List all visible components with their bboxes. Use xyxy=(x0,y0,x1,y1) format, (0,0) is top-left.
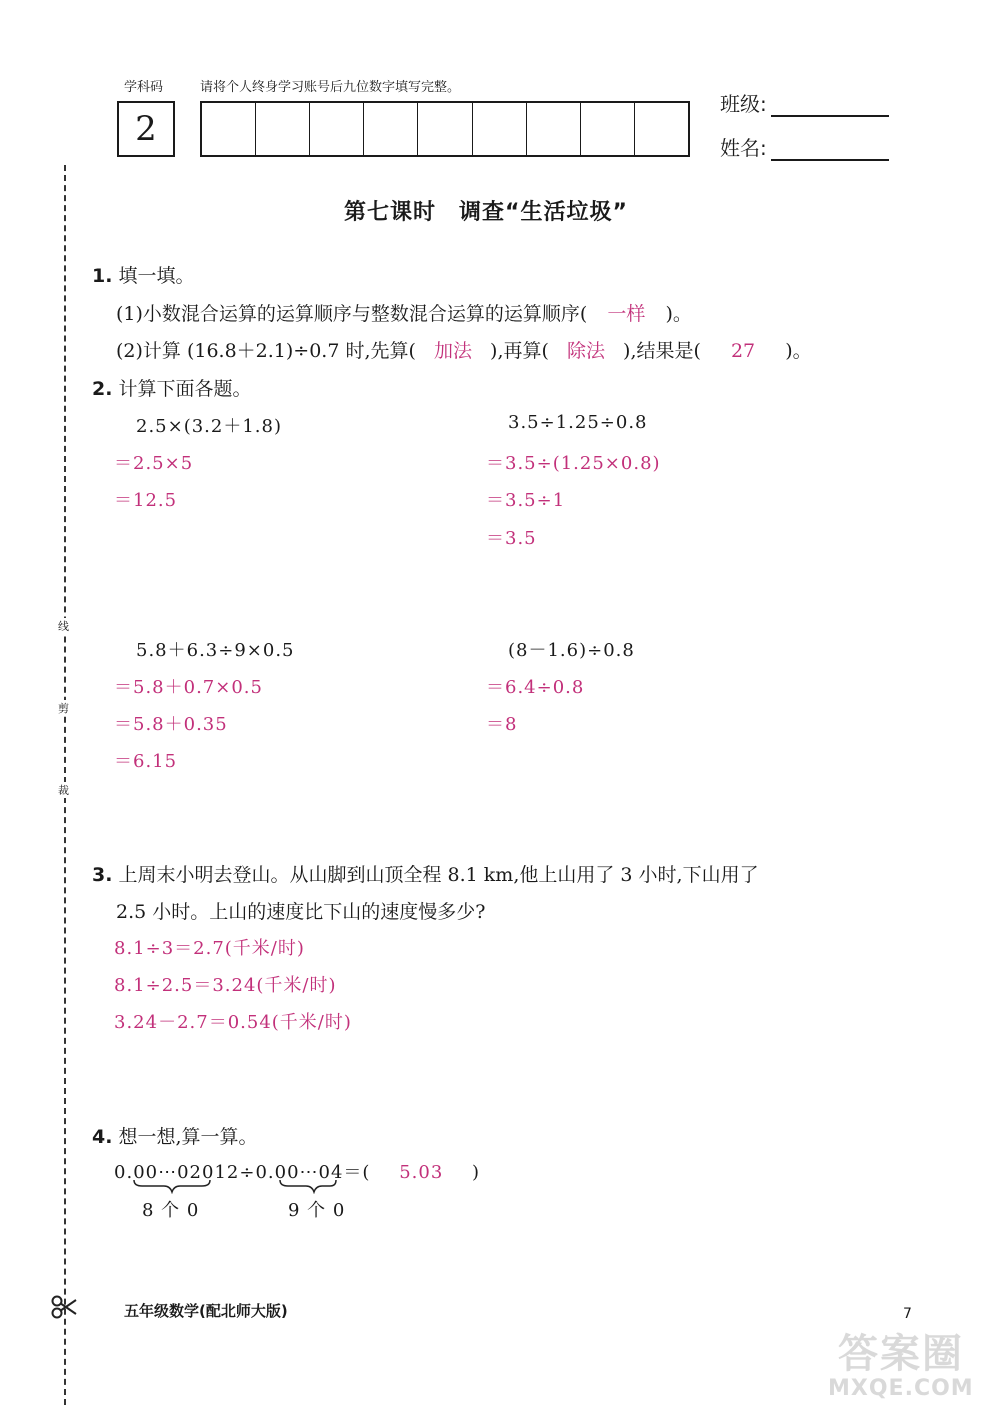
q1-answer-2: 加法 xyxy=(433,340,472,362)
q3-answer: 8.1÷3＝2.7(千米/时) xyxy=(114,938,305,959)
name-label: 姓名: xyxy=(720,136,767,160)
q4-braced-zeros-1: 00⋯0 xyxy=(133,1162,190,1183)
q1-heading xyxy=(92,261,195,288)
q4-expr-tail-1: 2012÷0. xyxy=(189,1162,275,1183)
brace-2 xyxy=(280,1180,336,1192)
q2-step: ＝3.5÷1 xyxy=(486,490,566,511)
q2-expr-1: 2.5×(3.2＋1.8) xyxy=(136,416,283,437)
q2-step: ＝3.5÷(1.25×0.8) xyxy=(486,453,661,474)
watermark-url: MXQE.COM xyxy=(828,1376,974,1401)
q4-close: ) xyxy=(472,1162,481,1183)
q1-answer-4: 27 xyxy=(730,340,756,362)
cut-label-cut: 剪 xyxy=(58,702,69,715)
cut-label-trim: 裁 xyxy=(58,784,69,797)
subject-code-value: 2 xyxy=(135,109,157,149)
q1-line1-suffix: )。 xyxy=(665,303,692,325)
digit-box[interactable] xyxy=(527,103,581,155)
digit-box[interactable] xyxy=(581,103,635,155)
digit-box[interactable] xyxy=(635,103,688,155)
q4-expr-lead: 0. xyxy=(114,1162,134,1183)
q2-heading xyxy=(92,374,252,401)
account-instruction: 请将个人终身学习账号后九位数字填写完整。 xyxy=(200,80,461,95)
q2-step: ＝8 xyxy=(486,714,518,735)
q2-step: ＝6.4÷0.8 xyxy=(486,677,585,698)
q1-line2-suffix: )。 xyxy=(785,340,812,362)
q3-line1 xyxy=(92,860,759,887)
q4-brace-label-2: 9 个 0 xyxy=(288,1200,346,1221)
q1-line2-mid: ),再算( xyxy=(490,340,549,362)
q1-heading-text: 填一填。 xyxy=(118,265,195,287)
q4-expr-tail-2: 4＝( xyxy=(330,1162,371,1183)
q2-number: 2. xyxy=(92,378,113,400)
q2-step: ＝5.8＋0.35 xyxy=(114,714,228,735)
q3-line2: 2.5 小时。上山的速度比下山的速度慢多少? xyxy=(116,901,486,923)
digit-box[interactable] xyxy=(310,103,364,155)
subject-code-label: 学科码 xyxy=(124,80,164,95)
class-label: 班级: xyxy=(720,92,767,116)
digit-box[interactable] xyxy=(202,103,256,155)
class-field[interactable] xyxy=(720,88,889,117)
q4-braces xyxy=(130,1178,340,1194)
subject-code-box xyxy=(117,101,175,157)
q2-heading-text: 计算下面各题。 xyxy=(118,378,252,400)
q4-heading-text: 想一想,算一算。 xyxy=(118,1126,258,1148)
q3-number: 3. xyxy=(92,864,113,886)
page-title: 第七课时 调查“生活垃圾” xyxy=(344,200,628,225)
name-underline[interactable] xyxy=(771,139,889,161)
q2-expr-2: 3.5÷1.25÷0.8 xyxy=(508,412,648,433)
q3-answer: 3.24－2.7＝0.54(千米/时) xyxy=(114,1012,352,1033)
q2-expr-3: 5.8＋6.3÷9×0.5 xyxy=(136,640,295,661)
q1-answer-1: 一样 xyxy=(607,303,646,325)
q1-line1-prefix: (1)小数混合运算的运算顺序与整数混合运算的运算顺序( xyxy=(116,303,588,325)
q2-step: ＝5.8＋0.7×0.5 xyxy=(114,677,263,698)
digit-box[interactable] xyxy=(418,103,472,155)
name-field[interactable] xyxy=(720,132,889,161)
page-number: 7 xyxy=(903,1306,912,1322)
q4-heading xyxy=(92,1122,258,1149)
q4-brace-label-1: 8 个 0 xyxy=(142,1200,200,1221)
q1-number: 1. xyxy=(92,265,113,287)
digit-box[interactable] xyxy=(364,103,418,155)
digit-box[interactable] xyxy=(473,103,527,155)
q1-answer-3: 除法 xyxy=(566,340,605,362)
brace-1 xyxy=(134,1180,210,1192)
q4-number: 4. xyxy=(92,1126,113,1148)
q3-text-1: 上周末小明去登山。从山脚到山顶全程 8.1 km,他上山用了 3 小时,下山用了 xyxy=(118,864,759,886)
q1-line2-mid2: ),结果是( xyxy=(623,340,701,362)
account-digit-boxes[interactable] xyxy=(200,101,690,157)
class-underline[interactable] xyxy=(771,95,889,117)
scissors-icon xyxy=(50,1294,78,1324)
q4-braced-zeros-2: 00⋯0 xyxy=(274,1162,331,1183)
q3-answer: 8.1÷2.5＝3.24(千米/时) xyxy=(114,975,337,996)
q1-line2 xyxy=(116,336,812,363)
q2-step: ＝3.5 xyxy=(486,528,537,549)
q4-answer: 5.03 xyxy=(399,1162,444,1183)
q2-step: ＝12.5 xyxy=(114,490,178,511)
q2-expr-4: (8－1.6)÷0.8 xyxy=(508,640,635,661)
q2-step: ＝2.5×5 xyxy=(114,453,194,474)
q1-line1 xyxy=(116,299,692,326)
q1-line2-prefix: (2)计算 (16.8＋2.1)÷0.7 时,先算( xyxy=(116,340,416,362)
watermark-logo: 答案圈 xyxy=(838,1331,964,1377)
digit-box[interactable] xyxy=(256,103,310,155)
cut-label-line: 线 xyxy=(58,620,69,633)
q2-step: ＝6.15 xyxy=(114,751,178,772)
footer-book-title: 五年级数学(配北师大版) xyxy=(124,1302,288,1320)
